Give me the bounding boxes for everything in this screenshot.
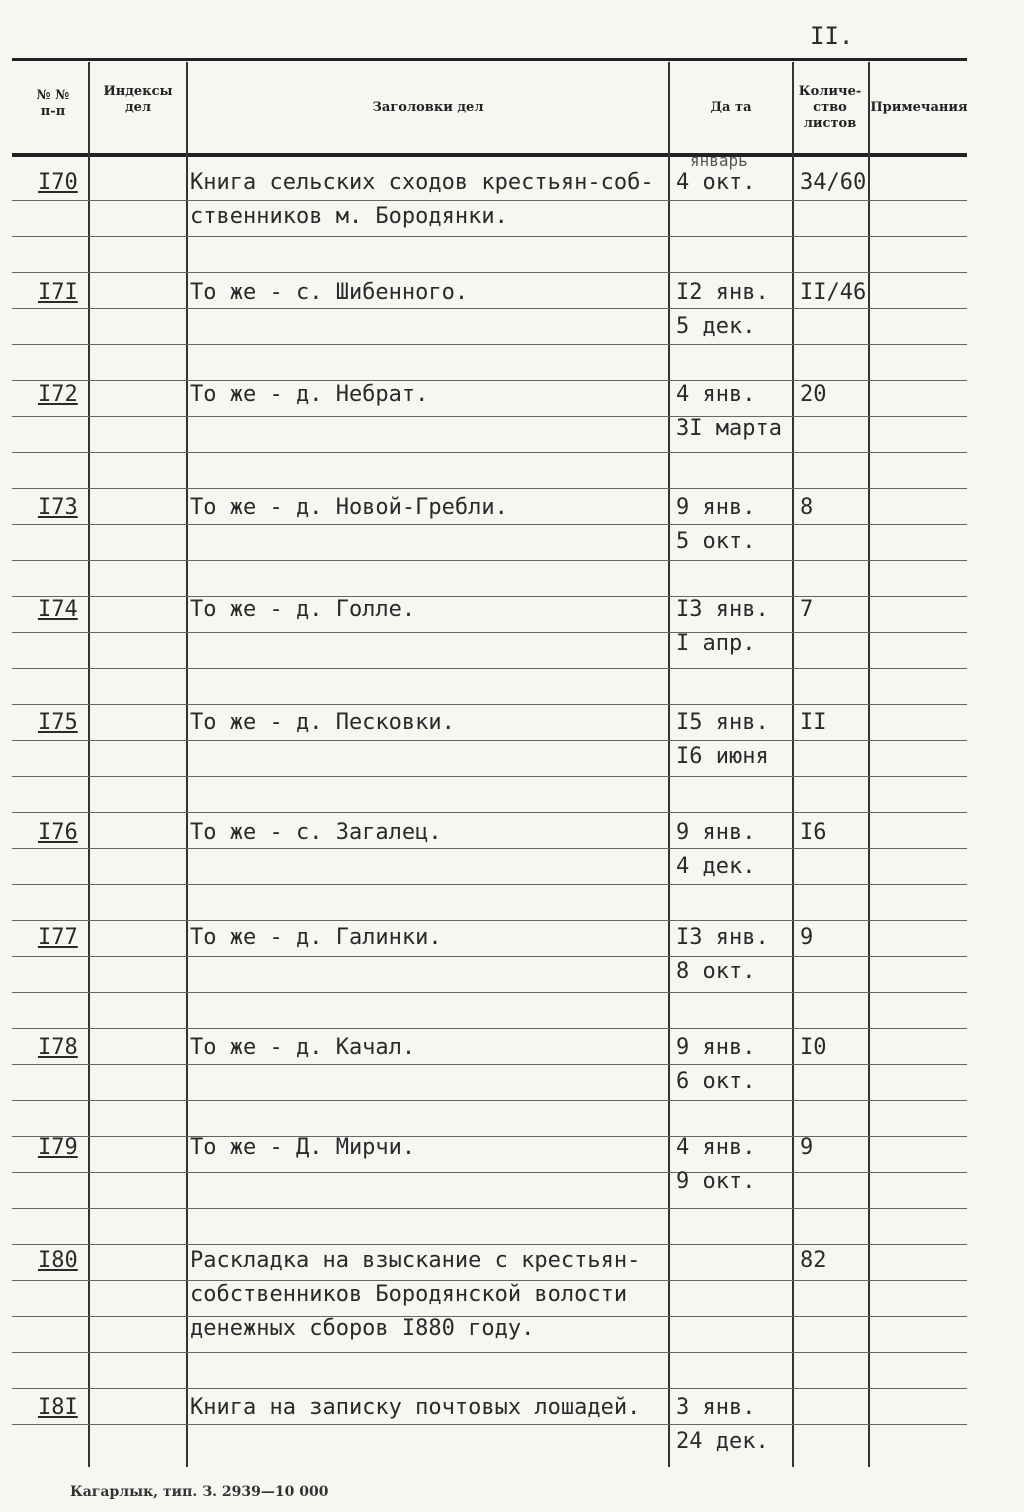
case-number: I80	[38, 1248, 78, 1273]
header-count: Количе- ство листов	[798, 84, 862, 131]
case-title-line: То же - с. Шибенного.	[190, 280, 469, 305]
ruled-line	[12, 524, 967, 525]
sheet-count: II	[800, 710, 827, 735]
ruled-line	[12, 848, 967, 849]
ruled-line	[12, 1064, 967, 1065]
case-date: 6 окт.	[676, 1069, 756, 1094]
ruled-line	[12, 1424, 967, 1425]
case-date: I апр.	[676, 631, 756, 656]
ruled-line	[12, 704, 967, 705]
ruled-line	[12, 1244, 967, 1245]
case-date: I3 янв.	[676, 925, 769, 950]
sheet-count: 34/60	[800, 170, 867, 195]
case-date: 3 янв.	[676, 1395, 756, 1420]
ruled-line	[12, 488, 967, 489]
case-title-line: То же - д. Новой-Гребли.	[190, 495, 508, 520]
sheet-count: 9	[800, 1135, 814, 1160]
ruled-line	[12, 740, 967, 741]
case-title-line: ственников м. Бородянки.	[190, 204, 508, 229]
sheet-count: 8	[800, 495, 814, 520]
header-index: Индексы дел	[103, 84, 173, 115]
ruled-line	[12, 272, 967, 273]
ruled-line	[12, 560, 967, 561]
case-number: I70	[38, 170, 78, 195]
header-notes: Примечания	[870, 100, 968, 115]
case-title-line: Книга на записку почтовых лошадей.	[190, 1395, 641, 1420]
case-date: 9 янв.	[676, 495, 756, 520]
ruled-line	[12, 956, 967, 957]
case-title-line: То же - д. Голле.	[190, 597, 416, 622]
case-number: I7I	[38, 280, 78, 305]
case-number: I8I	[38, 1395, 78, 1420]
case-title-line: То же - д. Небрат.	[190, 382, 429, 407]
ruled-line	[12, 1100, 967, 1101]
ruled-line	[12, 992, 967, 993]
sheet-count: 82	[800, 1248, 827, 1273]
case-number: I72	[38, 382, 78, 407]
ruled-line	[12, 812, 967, 813]
case-date: 5 дек.	[676, 314, 756, 339]
case-number: I74	[38, 597, 78, 622]
case-number: I77	[38, 925, 78, 950]
ruled-line	[12, 884, 967, 885]
ruled-line	[12, 200, 967, 201]
ruled-line	[12, 344, 967, 345]
case-date: 4 янв.	[676, 382, 756, 407]
case-date: I6 июня	[676, 744, 769, 769]
ruled-line	[12, 596, 967, 597]
sheet-count: 20	[800, 382, 827, 407]
case-date: I2 янв.	[676, 280, 769, 305]
ruled-line	[12, 452, 967, 453]
header-date: Да та	[710, 100, 752, 115]
sheet-count: 7	[800, 597, 814, 622]
case-title-line: Раскладка на взыскание с крестьян-	[190, 1248, 641, 1273]
printer-footer: Кагарлык, тип. З. 2939—10 000	[70, 1484, 329, 1500]
ruled-line	[12, 416, 967, 417]
case-date: 24 дек.	[676, 1429, 769, 1454]
case-title-line: То же - д. Качал.	[190, 1035, 416, 1060]
case-date: 5 окт.	[676, 529, 756, 554]
case-title-line: То же - Д. Мирчи.	[190, 1135, 416, 1160]
ruled-line	[12, 1208, 967, 1209]
case-date: 8 окт.	[676, 959, 756, 984]
sheet-count: 9	[800, 925, 814, 950]
case-date: 4 дек.	[676, 854, 756, 879]
case-title-line: То же - д. Галинки.	[190, 925, 442, 950]
header-title: Заголовки дел	[372, 100, 484, 115]
ruled-line	[12, 920, 967, 921]
case-title-line: То же - с. Загалец.	[190, 820, 442, 845]
ruled-line	[12, 1280, 967, 1281]
case-date-extra: январь	[690, 151, 748, 170]
ruled-line	[12, 236, 967, 237]
case-number: I78	[38, 1035, 78, 1060]
header-num: № № п-п	[36, 88, 70, 119]
sheet-count: II/46	[800, 280, 867, 305]
case-date: 4 янв.	[676, 1135, 756, 1160]
case-date: I3 янв.	[676, 597, 769, 622]
ruled-line	[12, 632, 967, 633]
case-date: I5 янв.	[676, 710, 769, 735]
case-date: 3I марта	[676, 416, 782, 441]
case-date: 4 окт.	[676, 170, 756, 195]
case-title-line: Книга сельских сходов крестьян-соб-	[190, 170, 654, 195]
top-rule	[12, 58, 967, 61]
ruled-line	[12, 1172, 967, 1173]
ruled-line	[12, 1388, 967, 1389]
case-date: 9 янв.	[676, 820, 756, 845]
sheet-count: I0	[800, 1035, 827, 1060]
case-number: I75	[38, 710, 78, 735]
sheet-count: I6	[800, 820, 827, 845]
case-title-line: собственников Бородянской волости	[190, 1282, 628, 1307]
ruled-line	[12, 668, 967, 669]
ruled-line	[12, 1028, 967, 1029]
header-rule	[12, 153, 967, 157]
ruled-line	[12, 380, 967, 381]
ruled-line	[12, 1352, 967, 1353]
ruled-line	[12, 1136, 967, 1137]
page-number: II.	[810, 22, 854, 50]
case-number: I76	[38, 820, 78, 845]
case-number: I79	[38, 1135, 78, 1160]
ruled-line	[12, 308, 967, 309]
case-number: I73	[38, 495, 78, 520]
case-date: 9 янв.	[676, 1035, 756, 1060]
ruled-line	[12, 776, 967, 777]
case-title-line: То же - д. Песковки.	[190, 710, 455, 735]
case-title-line: денежных сборов I880 году.	[190, 1316, 535, 1341]
case-date: 9 окт.	[676, 1169, 756, 1194]
